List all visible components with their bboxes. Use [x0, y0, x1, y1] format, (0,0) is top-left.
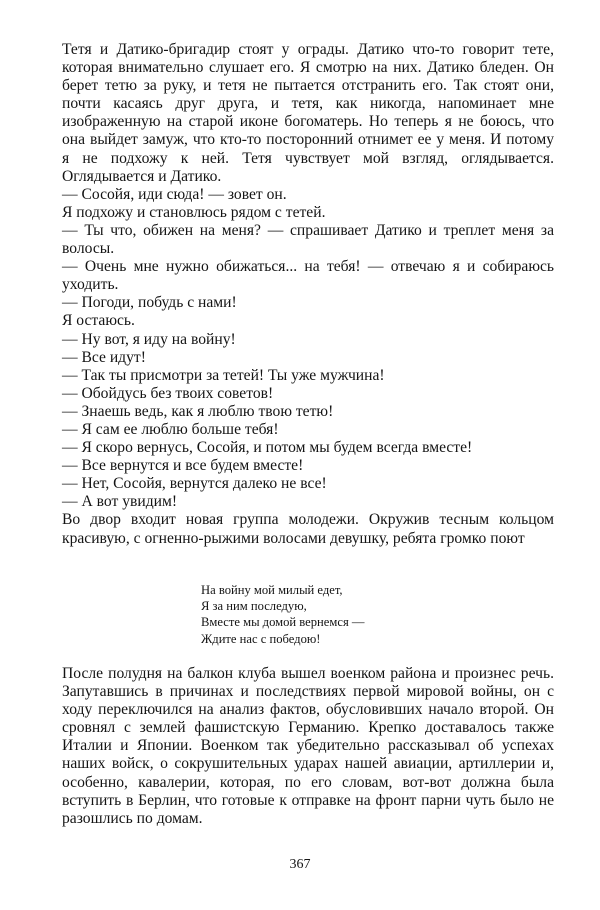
- dialog-line: — Все идут!: [62, 348, 146, 366]
- dialog-line: — Сосойя, иди сюда! — зовет он.: [62, 185, 287, 203]
- narration-line: Я остаюсь.: [62, 312, 135, 330]
- dialog-line: — Очень мне нужно обижаться... на тебя! — отвечаю я и собираюсь уходить.: [62, 258, 554, 294]
- dialog-line: — Я сам ее люблю больше тебя!: [62, 420, 279, 438]
- paragraph-speech: После полудня на балкон клуба вышел военком района и произнес речь. Запутавшись в причинах и последствиях первой мировой войны, он с ходу переключился на анализ фактов, обусловивших начало второй. Он сровнял с землей фашистскую Германию. Крепко доставалось также Италии и Японии. Военком так убедительно рассказывал об успехах наших войск, о сокрушительных ударах нашей авиации, артиллерии и, особенно, кавалерии, которая, по его словам, вот-вот должна была вступить в Берлин, что готовые к отправке на фронт парни чуть было не разошлись по домам.: [62, 665, 554, 827]
- dialog-line: — Ты что, обижен на меня? — спрашивает Датико и треплет меня за волосы.: [62, 221, 554, 258]
- dialog-line: — Я скоро вернусь, Сосойя, и потом мы будем всегда вместе!: [62, 439, 473, 457]
- paragraph-song-intro: Во двор входит новая группа молодежи. Окружив тесным кольцом красивую, с огненно-рыжими волосами девушку, ребята громко поют: [62, 511, 554, 547]
- dialog-line: — Погоди, побудь с нами!: [62, 294, 237, 312]
- page-number: 367: [289, 857, 311, 872]
- dialog-line: — Все вернутся и все будем вместе!: [62, 457, 304, 475]
- song-verse: [201, 582, 365, 647]
- verse-line: На войну мой милый едет,: [201, 583, 343, 597]
- verse-line: Я за ним последую,: [201, 599, 307, 614]
- main-text-bottom: [62, 665, 554, 828]
- narration-line: Я подхожу и становлюсь рядом с тетей.: [62, 203, 326, 221]
- dialog-line: — Нет, Сосойя, вернутся далеко не все!: [62, 475, 327, 493]
- verse-line: Вместе мы домой вернемся —: [201, 615, 365, 630]
- dialog-line: — Так ты присмотри за тетей! Ты уже мужчина!: [62, 366, 385, 384]
- dialog-line: — Обойдусь без твоих советов!: [62, 384, 274, 402]
- dialog-line: — Знаешь ведь, как я люблю твою тетю!: [62, 402, 334, 420]
- dialog-line: — Ну вот, я иду на войну!: [62, 330, 236, 348]
- paragraph-intro: Тетя и Датико-бригадир стоят у ограды. Датико что-то говорит тете, которая внимательно слушает его. Я смотрю на них. Датико бледен. Он берет тетю за руку, и тетя не пытается отстранить его. Так стоят они, почти касаясь друг друга, и тетя, как никогда, напоминает мне изображенную на старой иконе богоматерь. Но теперь я не боюсь, что она выйдет замуж, что кто-то посторонний отнимет ее у меня. И потому я не подхожу к ней. Тетя чувствует мой взгляд, оглядывается. Оглядывается и Датико.: [62, 41, 554, 185]
- main-text-top: [62, 41, 554, 548]
- dialog-line: — А вот увидим!: [62, 493, 178, 511]
- verse-line: Ждите нас с победою!: [201, 631, 321, 646]
